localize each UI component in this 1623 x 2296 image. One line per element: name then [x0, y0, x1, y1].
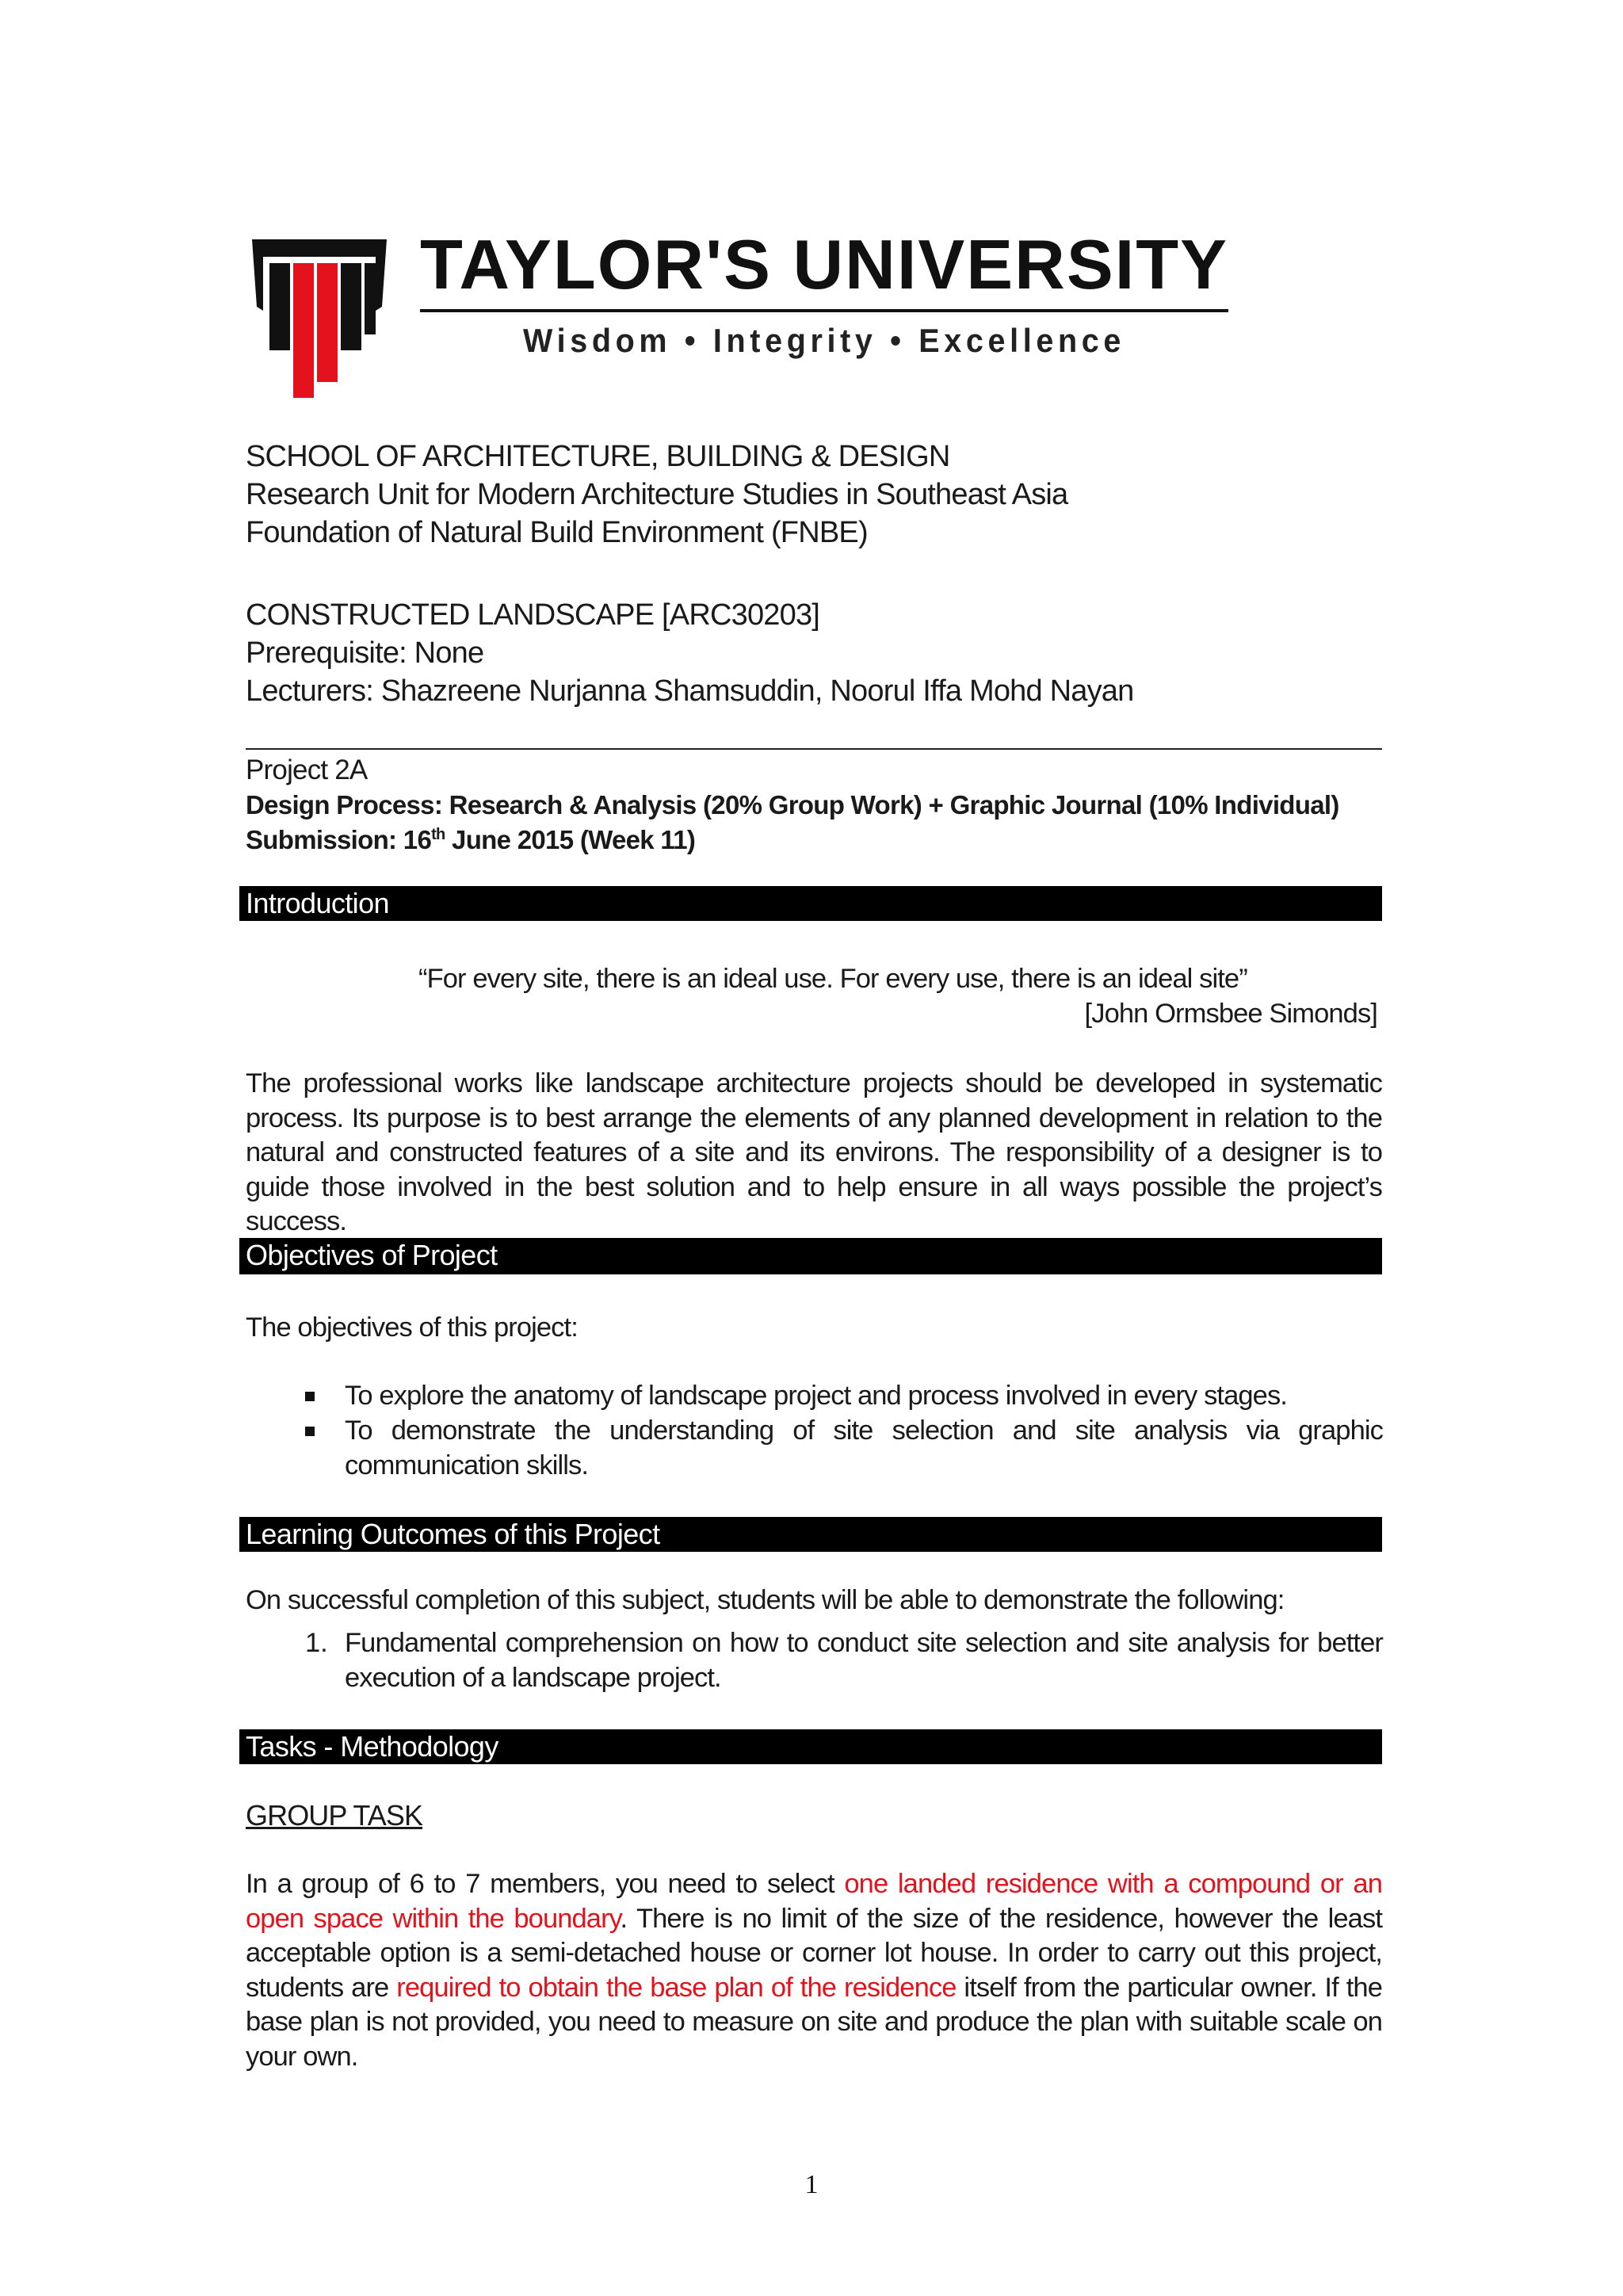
group-task-heading: GROUP TASK — [246, 1799, 423, 1832]
intro-quote: “For every site, there is an ideal use. For every use, there is an ideal site” — [418, 964, 1247, 994]
logo-tagline: Wisdom • Integrity • Excellence — [523, 322, 1125, 359]
section-tasks-methodology: Tasks - Methodology — [239, 1729, 1382, 1764]
group-task-paragraph: In a group of 6 to 7 members, you need to select one landed residence with a compound or an open space within the boundary. There is no limit of the size of the residence, however the least acceptable option is a semi-detached house or corner lot house. In order to carry out this project, students are required to obtain the base plan of the residence itself from the particular owner. If the base plan is not provided, you need to measure on site and produce the plan with suitable scale on your own. — [246, 1869, 1382, 2072]
divider — [246, 748, 1382, 750]
section-objectives: Objectives of Project — [239, 1238, 1382, 1274]
project-name: Project 2A — [246, 755, 368, 785]
prerequisite: Prerequisite: None — [246, 636, 484, 670]
section-introduction: Introduction — [239, 886, 1382, 921]
foundation-name: Foundation of Natural Build Environment (FNBE) — [246, 516, 868, 549]
list-number: 1. — [305, 1628, 328, 1658]
design-process: Design Process: Research & Analysis (20% Group Work) + Graphic Journal (10% Individual) — [246, 790, 1339, 819]
section-learning-outcomes: Learning Outcomes of this Project — [239, 1517, 1382, 1552]
objectives-lead: The objectives of this project: — [246, 1312, 578, 1343]
logo-wordmark: TAYLOR'S UNIVERSITY — [420, 231, 1228, 304]
lecturers: Lecturers: Shazreene Nurjanna Shamsuddin, Noorul Iffa Mohd Nayan — [246, 674, 1134, 708]
logo-emblem-icon — [252, 231, 1235, 406]
course-title: CONSTRUCTED LANDSCAPE [ARC30203] — [246, 598, 820, 632]
submission-date: Submission: 16th June 2015 (Week 11) — [246, 825, 696, 854]
research-unit: Research Unit for Modern Architecture Studies in Southeast Asia — [246, 478, 1068, 511]
school-name: SCHOOL OF ARCHITECTURE, BUILDING & DESIGN — [246, 440, 950, 473]
outcomes-lead: On successful completion of this subject, students will be able to demonstrate the following: — [246, 1585, 1285, 1615]
page-number: 1 — [804, 2170, 819, 2199]
intro-paragraph: The professional works like landscape architecture projects should be developed in systematic process. Its purpose is to best arrange the elements of any planned development in relation to the natural and constructed features of a site and its environs. The responsibility of a designer is to guide those involved in the best solution and to help ensure in all ways possible the project’s success. — [246, 1068, 1382, 1236]
bullet-icon — [305, 1392, 315, 1401]
quote-author: [John Ormsbee Simonds] — [1084, 999, 1377, 1029]
bullet-icon — [305, 1427, 315, 1436]
university-logo — [252, 231, 1235, 406]
